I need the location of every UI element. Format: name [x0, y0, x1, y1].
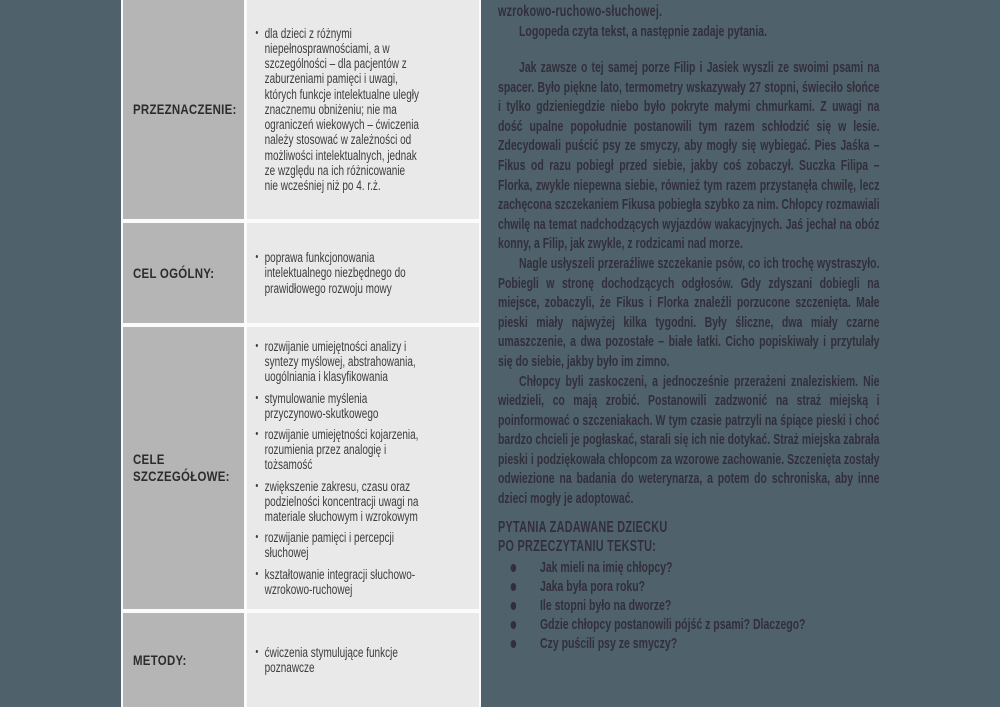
row-label-cell	[123, 223, 244, 323]
list-item-text: rozwijanie pamięci i percepcji słuchowej	[264, 530, 394, 561]
row-label-cell	[123, 0, 244, 219]
row-label: CELE SZCZEGÓŁOWE:	[133, 451, 230, 484]
list-item-text: stymulowanie myślenia przyczynowo-skutkowego	[264, 390, 379, 421]
bullet-icon	[511, 602, 517, 610]
bullet-icon	[256, 31, 258, 34]
story-text	[498, 58, 880, 509]
question-item	[498, 596, 880, 615]
bullet-icon	[511, 564, 517, 572]
list-item-text: zwiększenie zakresu, czasu oraz podzielności koncentracji uwagi na materiale słuchowym i wzrokowym	[264, 478, 419, 524]
bullet-icon	[256, 650, 258, 653]
questions-list	[498, 558, 880, 653]
story-paragraph: Nagle usłyszeli przeraźliwe szczekanie psów, co ich trochę wystraszyło. Pobiegli w stronę dochodzących odgłosów. Gdy zdyszani dobiegli na miejsce, zobaczyli, że Fikus i Florka znaleźli porzucone szczenięta. Małe pieski miały najwyżej kilka tygodni. Były śliczne, dwa miały czarne umaszczenie, a dwa pozostałe – białe łatki. Cicho popiskiwały i przytulały się do siebie, jakby było im zimno.	[498, 254, 880, 370]
bullet-icon	[256, 344, 258, 347]
question-text: Jak mieli na imię chłopcy?	[540, 558, 673, 576]
bullet-icon	[256, 396, 258, 399]
list-item	[255, 391, 421, 421]
list-item	[255, 567, 421, 597]
list-item	[255, 427, 421, 473]
story-paragraph: Jak zawsze o tej samej porze Filip i Jasiek wyszli ze swoimi psami na spacer. Było piękne lato, termometry wskazywały 27 stopni, świeciło słońce i tylko gdzieniegdzie niebo było pokryte małymi chmurkami. Z uwagi na dość upalne popołudnie postanowili tym razem schłodzić się w lesie. Zdecydowali puścić psy ze smyczy, aby mogły się wybiegać. Pies Jaśka – Fikus od razu pobiegł przed siebie, jakby coś zobaczył. Suczka Filipa – Florka, zwykle niepewna siebie, również tym razem przystanęła chwilę, lecz zachęcona szczekaniem Fikusa pobiegła szybko za nim. Chłopcy rozmawiali chwilę na temat nadchodzących wyjazdów wakacyjnych. Jaś jechał na obóz konny, a Filip, jak zwykle, z rodzicami nad morze.	[498, 59, 880, 253]
list-item	[255, 250, 421, 296]
questions-heading-line2: PO PRZECZYTANIU TEKSTU:	[498, 537, 657, 555]
table-row	[123, 327, 479, 609]
table-row	[123, 223, 479, 323]
question-text: Gdzie chłopcy postanowili pójść z psami? Dlaczego?	[540, 615, 806, 633]
list-item	[255, 530, 421, 560]
question-text: Czy puścili psy ze smyczy?	[540, 634, 678, 652]
list-item-text: kształtowanie integracji słuchowo-wzrokowo-ruchowej	[264, 566, 416, 597]
instruction-line: Logopeda czyta tekst, a następnie zadaje pytania.	[519, 23, 767, 40]
list-item-text: rozwijanie umiejętności kojarzenia, rozumienia przez analogię i tożsamość	[264, 426, 419, 473]
question-item	[498, 615, 880, 634]
bullet-icon	[511, 621, 517, 629]
row-label: PRZEZNACZENIE:	[133, 101, 237, 117]
row-label: METODY:	[133, 651, 187, 668]
bullet-icon	[256, 572, 258, 575]
table-row	[123, 0, 479, 219]
bullet-list	[255, 26, 421, 193]
list-item	[255, 339, 421, 385]
story-column	[498, 0, 880, 653]
bullet-icon	[511, 640, 517, 648]
row-label-cell	[123, 327, 244, 609]
bullet-list	[255, 250, 421, 296]
bullet-list	[255, 645, 421, 675]
list-item	[255, 479, 421, 525]
row-label: CEL OGÓLNY:	[133, 264, 215, 281]
story-paragraph: Chłopcy byli zaskoczeni, a jednocześnie przerażeni znaleziskiem. Nie wiedzieli, co mają zrobić. Postanowili zadzwonić na straż miejską i poinformować o szczeniakach. W tym czasie patrzyli na śpiące pieski i choć bardzo chcieli je pogłaskać, starali się ich nie dotykać. Straż miejska zabrała pieski i podziękowała chłopcom za wzorowe zachowanie. Szczenięta zostały odwiezione na badania do weterynarza, a potem do schroniska, aby inne dzieci mogły je adoptować.	[498, 372, 880, 508]
bullet-icon	[256, 484, 258, 487]
row-label-cell	[123, 613, 244, 707]
question-text: Jaka była pora roku?	[540, 577, 646, 595]
row-content-cell	[247, 613, 479, 707]
list-item-text: poprawa funkcjonowania intelektualnego niezbędnego do prawidłowego rozwoju mowy	[264, 250, 406, 296]
list-item-text: dla dzieci z różnymi niepełnosprawnościami, a w szczególności – dla pacjentów z zaburzeniami pamięci i uwagi, których funkcje intelektualne uległy znacznemu obniżeniu; nie ma ograniczeń wiekowych – ćwiczenia należy stosować w zależności od możliwości intelektualnych, jednak ze względu na ich różnicowanie nie wcześniej niż po 4. r.ż.	[264, 25, 420, 193]
questions-heading	[498, 518, 880, 556]
row-content-cell	[247, 327, 479, 609]
list-item-text: rozwijanie umiejętności analizy i syntezy myślowej, abstrahowania, uogólniania i klasyfikowania	[264, 338, 416, 385]
bullet-icon	[256, 535, 258, 538]
question-item	[498, 634, 880, 653]
questions-heading-line1: PYTANIA ZADAWANE DZIECKU	[498, 518, 668, 536]
question-text: Ile stopni było na dworze?	[540, 596, 672, 614]
therapy-info-table	[121, 0, 481, 707]
bullet-icon	[256, 432, 258, 435]
question-item	[498, 577, 880, 596]
bullet-icon	[511, 583, 517, 591]
table-row	[123, 613, 479, 707]
list-item-text: ćwiczenia stymulujące funkcje poznawcze	[264, 644, 398, 675]
row-content-cell	[247, 0, 479, 219]
question-item	[498, 558, 880, 577]
list-item	[255, 26, 421, 193]
list-item	[255, 645, 421, 675]
bullet-list	[255, 339, 421, 597]
row-content-cell	[247, 223, 479, 323]
bullet-icon	[256, 255, 258, 258]
exercise-heading-fragment: wzrokowo-ruchowo-słuchowej.	[498, 3, 663, 20]
